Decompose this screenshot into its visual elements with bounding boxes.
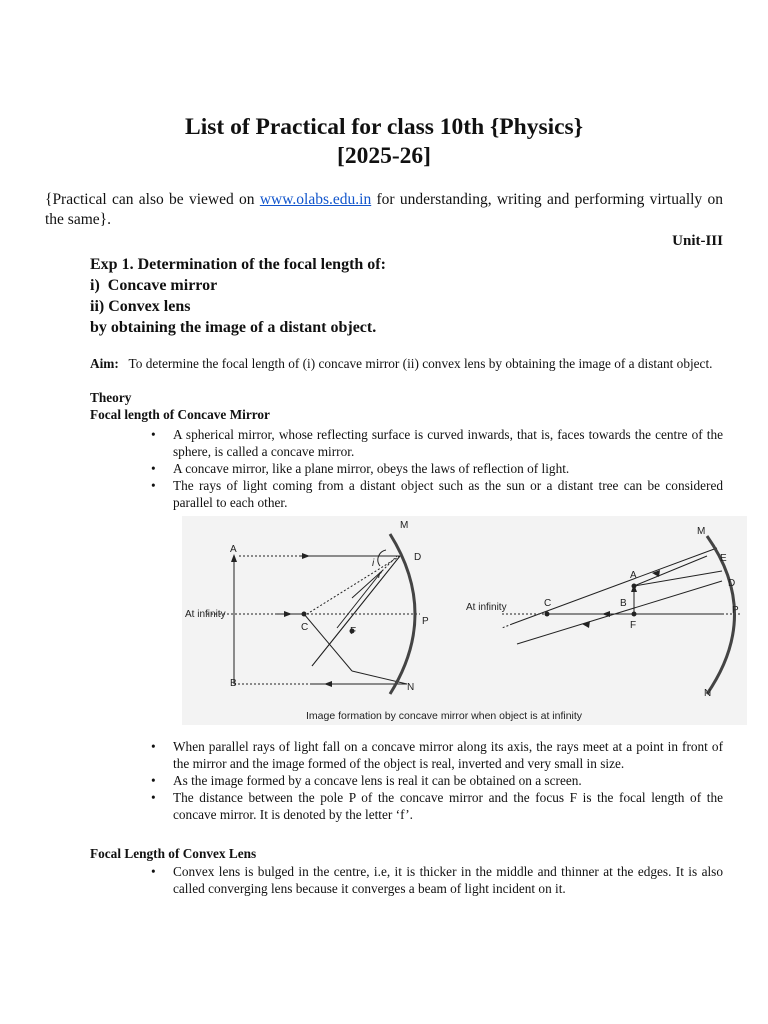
label-at-infinity-left: At infinity (185, 609, 226, 620)
intro-paragraph (45, 190, 723, 230)
label-C: C (301, 622, 309, 633)
list-item: • The rays of light coming from a distant object such as the sun or a distant tree can be considered parallel to each other. (173, 477, 723, 511)
concave-bullet-list (173, 426, 723, 511)
label-r: r (378, 570, 382, 581)
label-B-right: B (620, 598, 627, 609)
label-F: F (350, 626, 357, 637)
concave-heading: Focal length of Concave Mirror (90, 407, 270, 422)
label-N-right: N (704, 688, 712, 699)
experiment-heading (90, 254, 386, 338)
label-D-right: D (728, 578, 736, 589)
unit-label: Unit-III (672, 233, 723, 249)
label-M: M (400, 520, 409, 531)
ray-diagram (182, 516, 747, 725)
label-C-right: C (544, 598, 552, 609)
concave-bullet-list-2 (173, 738, 723, 823)
list-item: • The distance between the pole P of the concave mirror and the focus F is the focal length of the concave mirror. It is denoted by the letter ‘f’. (173, 789, 723, 823)
ray-diagram-figure (182, 516, 747, 725)
convex-bullet-list (173, 863, 723, 897)
theory-heading: Theory (90, 390, 132, 405)
label-A-right: A (630, 570, 637, 581)
aim-text: To determine the focal length of (i) concave mirror (ii) convex lens by obtaining the image of a distant object. (128, 356, 713, 371)
olabs-link[interactable]: www.olabs.edu.in (259, 191, 372, 208)
label-P-right: P (732, 605, 739, 616)
label-N: N (407, 682, 415, 693)
label-M-right: M (697, 526, 706, 537)
list-item: • When parallel rays of light fall on a concave mirror along its axis, the rays meet at a point in front of the mirror and the image formed of the object is real, inverted and very small in size. (173, 738, 723, 772)
arrow-head-icon (231, 554, 237, 562)
label-B: B (230, 678, 237, 689)
label-P: P (422, 616, 429, 627)
label-i: i (372, 558, 375, 569)
label-A: A (230, 544, 237, 555)
label-D: D (414, 552, 422, 563)
intro-after: for understanding, writing and performing virtually on the same}. (45, 191, 723, 228)
page-title (0, 113, 768, 171)
exp-item-2: ii) Convex lens (90, 298, 191, 315)
label-at-infinity-right: At infinity (466, 602, 507, 613)
exp-title: Exp 1. Determination of the focal length of: (90, 256, 386, 273)
exp-item-1: i) Concave mirror (90, 277, 218, 294)
exp-item-3: by obtaining the image of a distant object. (90, 319, 377, 336)
list-item: • A spherical mirror, whose reflecting surface is curved inwards, that is, faces towards the centre of the sphere, is called a concave mirror. (173, 426, 723, 460)
list-item: • As the image formed by a concave lens is real it can be obtained on a screen. (173, 772, 723, 789)
aim-label: Aim: (90, 356, 119, 371)
figure-caption: Image formation by concave mirror when object is at infinity (306, 710, 583, 722)
label-E: E (720, 553, 727, 564)
aim-paragraph (90, 355, 723, 372)
list-item: • A concave mirror, like a plane mirror, obeys the laws of reflection of light. (173, 460, 723, 477)
title-line-1: List of Practical for class 10th {Physics} (185, 114, 583, 140)
intro-before: {Practical can also be viewed on (45, 191, 260, 208)
list-item: • Convex lens is bulged in the centre, i.e, it is thicker in the middle and thinner at the edges. It is also called converging lens because it converges a beam of light incident on it. (173, 863, 723, 897)
convex-heading: Focal Length of Convex Lens (90, 846, 257, 861)
label-F-right: F (630, 620, 637, 631)
title-line-2: [2025-26] (337, 143, 431, 169)
